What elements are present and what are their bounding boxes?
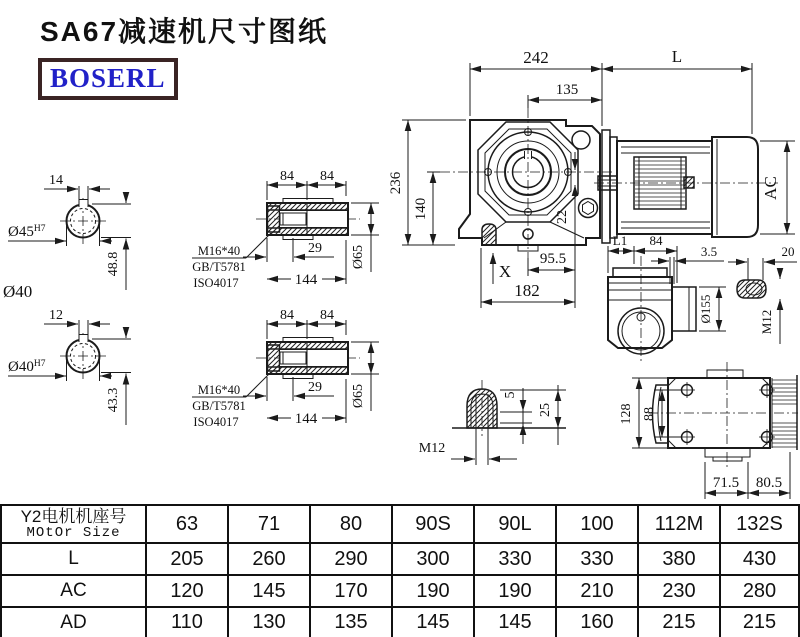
dim-label: 20 (781, 244, 795, 259)
dim-label: 144 (294, 411, 318, 427)
row-label: AC (1, 575, 146, 607)
dim-label: 29 (308, 241, 322, 256)
gearbox-side-view (608, 233, 797, 362)
hollow-shaft-detail-lower (192, 308, 379, 429)
dim-label: Ø65 (351, 244, 366, 270)
dim-label: 84 (280, 308, 294, 323)
brand-logo-text: BOSERL (50, 63, 166, 93)
table-cell: 230 (638, 575, 720, 607)
dim-label: 29 (308, 380, 322, 395)
header-en: MOtOr Size (26, 525, 121, 541)
dim-label: 140 (413, 197, 429, 221)
thread-label: M12 (759, 309, 774, 335)
lifting-hole (572, 131, 590, 149)
table-cell: 145 (228, 575, 310, 607)
table-cell: 170 (310, 575, 392, 607)
table-cell: 260 (228, 543, 310, 575)
column-header: 112M (638, 505, 720, 543)
bore-dia-label: $Ø45^{H7}$ (8, 224, 46, 240)
dim-label: 43.3 (106, 387, 121, 413)
brand-logo (38, 58, 178, 100)
dim-label: Ø65 (351, 383, 366, 409)
page-title: SA67减速机尺寸图纸 (40, 16, 329, 47)
table-cell: 280 (720, 575, 799, 607)
table-cell: 215 (638, 607, 720, 637)
column-header: 63 (146, 505, 228, 543)
table-cell: 330 (474, 543, 556, 575)
dim-label: 242 (523, 48, 549, 67)
table-cell: 190 (392, 575, 474, 607)
dim-label: 84 (320, 169, 334, 184)
table-cell: 160 (556, 607, 638, 637)
shaft-dia-label: Ø40 (3, 282, 33, 301)
motor-fins-edge (772, 380, 797, 447)
table-cell: 330 (556, 543, 638, 575)
dim-label: 5 (503, 391, 518, 399)
bolt-note: ISO4017 (193, 276, 239, 290)
dim-label: 95.5 (539, 251, 567, 267)
table-cell: 135 (310, 607, 392, 637)
dim-label: 80.5 (755, 475, 783, 491)
dim-label: 25 (538, 403, 553, 417)
dim-label: 14 (49, 173, 63, 188)
table-cell: 430 (720, 543, 799, 575)
table-cell: 290 (310, 543, 392, 575)
row-label: L (1, 543, 146, 575)
table-header-row (1, 505, 799, 543)
dim-label: 48.8 (106, 251, 121, 277)
dim-label: 12 (49, 308, 63, 323)
table-cell: 210 (556, 575, 638, 607)
column-header: 71 (228, 505, 310, 543)
dim-label: 84 (280, 169, 294, 184)
table-cell: 120 (146, 575, 228, 607)
keyway-detail-view (419, 380, 566, 465)
table-cell: 380 (638, 543, 720, 575)
dim-label: Ø155 (698, 294, 713, 324)
bolt-note: GB/T5781 (192, 399, 246, 413)
table-row (1, 607, 799, 637)
table-cell: 205 (146, 543, 228, 575)
table-cell: 110 (146, 607, 228, 637)
dim-label: 144 (294, 272, 318, 288)
hollow-shaft-detail-upper (192, 169, 379, 290)
dim-label: 22 (555, 210, 570, 224)
dim-label: 84 (649, 233, 663, 248)
column-header: 90L (474, 505, 556, 543)
dim-label: AC (761, 176, 780, 200)
bolt-note: M16*40 (197, 383, 241, 397)
table-cell: 145 (392, 607, 474, 637)
table-row (1, 575, 799, 607)
dim-label: 71.5 (712, 475, 740, 491)
column-header: 100 (556, 505, 638, 543)
column-header: 90S (392, 505, 474, 543)
dim-label: 128 (619, 403, 634, 425)
table-cell: 130 (228, 607, 310, 637)
thread-label: M12 (418, 441, 446, 456)
dim-label: L (671, 47, 683, 66)
bolt-note: ISO4017 (193, 415, 239, 429)
gearbox-bottom-view (619, 362, 798, 499)
dim-label: 3.5 (700, 244, 718, 259)
breather-plug (482, 224, 496, 245)
table-cell: 215 (720, 607, 799, 637)
bolt-note: M16*40 (197, 244, 241, 258)
bore-dia-label: $Ø40^{H7}$ (8, 359, 46, 375)
dim-label: 88 (642, 407, 657, 421)
output-shaft-section-view (8, 308, 131, 425)
dim-label: 182 (514, 281, 540, 300)
input-shaft-section-view (8, 173, 131, 290)
dim-label: 236 (388, 171, 404, 195)
column-header: 80 (310, 505, 392, 543)
housing-footprint (668, 378, 770, 448)
header-cn: Y2电机机座号 (20, 507, 127, 526)
table-cell: 145 (474, 607, 556, 637)
dim-label: L1 (612, 233, 628, 248)
motor-size-table (0, 504, 800, 637)
motor-flange-edge (672, 287, 696, 331)
bolt-note: GB/T5781 (192, 260, 246, 274)
table-row (1, 543, 799, 575)
column-header: 132S (720, 505, 799, 543)
table-cell: 300 (392, 543, 474, 575)
fan-cover (712, 137, 758, 237)
dim-label: 135 (555, 82, 579, 98)
mark-x-label: X (498, 262, 512, 281)
gearbox-front-view (388, 47, 795, 308)
table-header-motor-size (1, 505, 146, 543)
table-cell: 190 (474, 575, 556, 607)
row-label: AD (1, 607, 146, 637)
dim-label: 84 (320, 308, 334, 323)
motor-body (617, 141, 712, 234)
gearbox-housing-outline (459, 120, 600, 245)
